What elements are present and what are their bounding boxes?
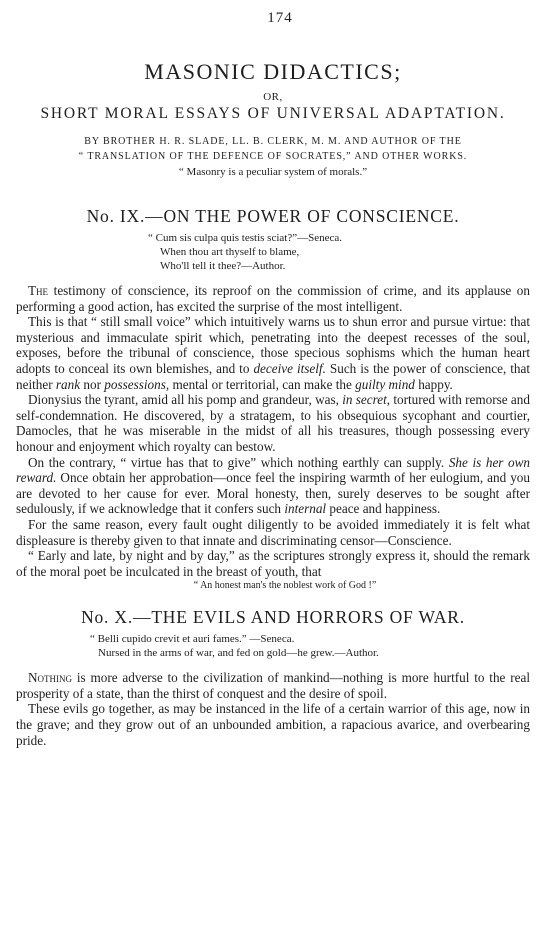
epigraph-line: When thou art thyself to blame,: [160, 246, 300, 258]
paragraph-text: testimony of conscience, its reproof on the commission of crime, and its applause on performing a good action, has excited the surprise of the most intelligent.: [16, 283, 530, 314]
paragraph-text: mental or territorial, can make the: [169, 376, 356, 392]
drop-word: The: [28, 283, 49, 298]
paragraph: [16, 314, 530, 392]
essay-body-x: [16, 670, 530, 748]
paragraph-text: Dionysius the tyrant, amid all his pomp and grandeur, was,: [28, 392, 343, 408]
epigraph-line: Nursed in the arms of war, and fed on gold—he grew.—Author.: [98, 647, 379, 660]
paragraph-text: This is that “ still small voice” which intuitively warns us to shun error and pursue virtue: that mysterious and immaculate spirit which, penetrating into the deepest recesses of the soul, exposes, before the tribunal of conscience, those specious sophisms which the human heart adopts to conceal its own blemishes, and to: [16, 314, 530, 376]
paragraph-text: On the contrary, “ virtue has that to give” which nothing earthly can supply.: [28, 454, 449, 470]
page: [16, 10, 530, 748]
paragraph: For the same reason, every fault ought diligently to be avoided immediately it is felt what displeasure is thereby given to that innate and discriminating censor—Conscience.: [16, 516, 530, 548]
epigraph-x: [90, 632, 530, 660]
essay-body-ix: [16, 283, 530, 593]
paragraph-text: Such is the power of conscience, that neither: [16, 360, 531, 392]
paragraph: “ Early and late, by night and by day,” as the scriptures strongly express it, should the remark of the moral poet be inculcated in the breast of youth, that: [16, 548, 530, 579]
paragraph-text: peace and happiness.: [326, 501, 441, 517]
paragraph: [16, 670, 530, 701]
article-subtitle: SHORT MORAL ESSAYS OF UNIVERSAL ADAPTATION.: [40, 105, 506, 122]
byline-line-1: BY BROTHER H. R. SLADE, LL. B. CLERK, M. M. AND AUTHOR OF THE: [84, 136, 462, 147]
paragraph-text: happy.: [414, 376, 453, 392]
emphasis: internal: [284, 501, 327, 517]
paragraph-text: nor: [80, 376, 105, 392]
paragraph: [16, 283, 530, 314]
page-number: 174: [267, 10, 293, 26]
paragraph: [16, 455, 530, 517]
epigraph-line: Who'll tell it thee?—Author.: [160, 260, 286, 272]
section-heading-ix: No. IX.—ON THE POWER OF CONSCIENCE.: [86, 206, 460, 226]
byline: [16, 134, 530, 164]
emphasis: possessions,: [104, 376, 170, 392]
epigraph-line: “ Belli cupido crevit et auri fames.” —Seneca.: [90, 633, 295, 646]
epigraph-ix: [148, 231, 530, 273]
paragraph: [16, 392, 530, 454]
paragraph-text: Once obtain her approbation—once feel the inspiring warmth of her eulogium, and you are devoted to her cause for ever. Moral honesty, then, surely deserves to be sought after sedulously, if we acknowledge that it confers such: [16, 470, 530, 517]
paragraph-text: is more adverse to the civilization of mankind—nothing is more hurtful to the real prosperity of a state, than the thirst of conquest and the desire of spoil.: [16, 670, 530, 701]
emphasis: guilty mind: [355, 376, 415, 392]
emphasis: She is her own reward.: [16, 454, 531, 486]
drop-word: Nothing: [28, 670, 73, 686]
paragraph: These evils go together, as may be instanced in the life of a certain warrior of this age, now in the grave; and they grow out of an unbounded ambition, a rapacious avarice, and overbearing pride.: [16, 701, 530, 748]
emphasis: in secret,: [342, 392, 391, 408]
title-or: OR,: [263, 91, 283, 103]
section-heading-x: No. X.—THE EVILS AND HORRORS OF WAR.: [81, 607, 465, 628]
byline-line-2: “ TRANSLATION OF THE DEFENCE OF SOCRATES,” AND OTHER WORKS.: [78, 151, 468, 162]
closing-quote: “ An honest man's the noblest work of God !”: [193, 580, 377, 592]
paragraph-text: tortured with remorse and self-condemnation. He discovered, by a stratagem, to his obsequious sycophant and courtier, Damocles, that he was miserable in the midst of all his treasures, though possessing every honour and enjoyment which royalty can bestow.: [16, 392, 530, 454]
epigraph-line: “ Cum sis culpa quis testis sciat?”—Seneca.: [148, 232, 342, 244]
motto: “ Masonry is a peculiar system of morals.”: [178, 166, 368, 178]
emphasis: deceive itself.: [253, 360, 326, 376]
emphasis: rank: [55, 376, 81, 392]
article-title: MASONIC DIDACTICS;: [144, 59, 402, 84]
